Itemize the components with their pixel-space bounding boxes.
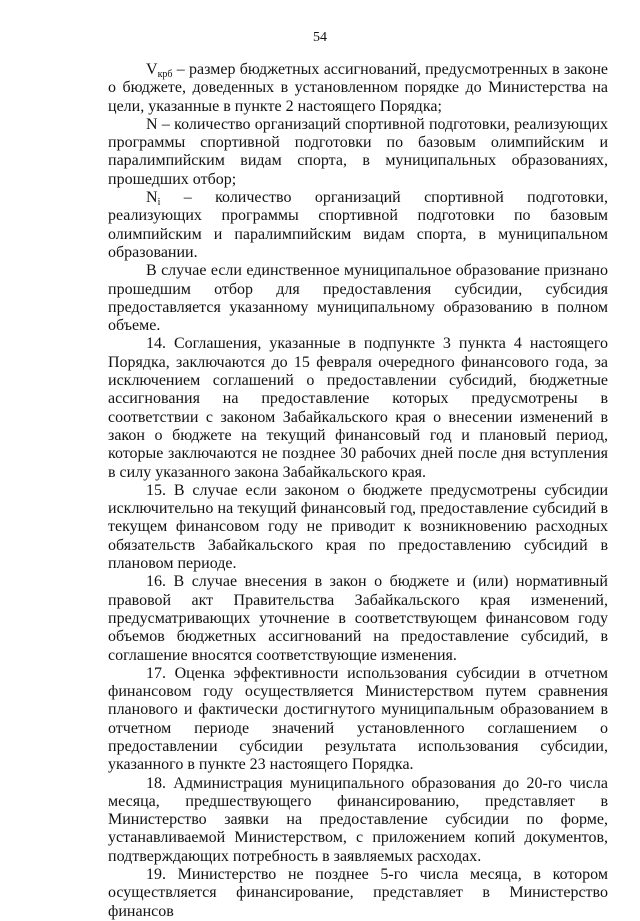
page-number: 54 — [313, 30, 327, 45]
document-body — [108, 61, 608, 921]
definition-text: – размер бюджетных ассигнований, предусмотренных в законе о бюджете, доведенных в установленном порядке до Министерства на цели, указанные в пункте 2 настоящего Порядка; — [108, 61, 608, 115]
symbol: N — [146, 115, 158, 133]
definition-n — [108, 116, 608, 189]
paragraph-19: 19. Министерство не позднее 5-го числа месяца, в котором осуществляется финансирование, представляет в Министерство финансов — [108, 866, 608, 920]
paragraph-16: 16. В случае внесения в закон о бюджете и (или) нормативный правовой акт Правительства Забайкальского края изменений, предусматривающих уточнение в соответствующем финансовом году объемов бюджетных ассигнований на предоставление субсидий, в соглашение вносятся соответствующие изменения. — [108, 573, 608, 664]
symbol-subscript: крб — [157, 69, 173, 80]
paragraph-14: 14. Соглашения, указанные в подпункте 3 пункта 4 настоящего Порядка, заключаются до 15 февраля очередного финансового года, за исключением соглашений о предоставлении субсидий, бюджетные ассигнования на предоставление которых предусмотрены в соответствии с законом Забайкальского края о внесении изменений в закон о бюджете на текущий финансовый год и плановый период, которые заключаются не позднее 30 рабочих дней после дня вступления в силу указанного закона Забайкальского края. — [108, 335, 608, 481]
paragraph-15: 15. В случае если законом о бюджете предусмотрены субсидии исключительно на текущий финансовый год, предоставление субсидий в текущем финансовом году не приводит к возникновению расходных обязательств Забайкальского края по предоставлению субсидий в плановом периоде. — [108, 481, 608, 573]
paragraph-17: 17. Оценка эффективности использования субсидии в отчетном финансовом году осуществляется Министерством путем сравнения планового и фактически достигнутого муниципальным образованием в отчетном периоде значений установленного соглашением о предоставлении субсидии результата использования субсидии, указанного в пункте 23 настоящего Порядка. — [108, 664, 608, 774]
paragraph-18: 18. Администрация муниципального образования до 20-го числа месяца, предшествующего финансированию, представляет в Министерство заявки на предоставление субсидии по форме, устанавливаемой Министерством, с приложением копий документов, подтверждающих потребность в заявляемых расходах. — [108, 774, 608, 865]
definition-text: – количество организаций спортивной подготовки, реализующих программы спортивной подготовки по базовым олимпийским и паралимпийским видам спорта, в муниципальном образовании. — [108, 189, 608, 261]
paragraph-single-municipality: В случае если единственное муниципальное образование признано прошедшим отбор для предоставления субсидии, субсидия предоставляется указанному муниципальному образованию в полном объеме. — [108, 262, 608, 335]
symbol-subscript: i — [157, 197, 161, 209]
symbol: N — [146, 189, 158, 207]
definition-text: – количество организаций спортивной подготовки, реализующих программы спортивной подготовки по базовым олимпийским и паралимпийским видам спорта, в муниципальных образованиях, прошедших отбор; — [108, 115, 608, 188]
definition-n-i — [108, 189, 608, 262]
symbol: V — [146, 61, 158, 78]
definition-v-krb — [108, 61, 608, 116]
